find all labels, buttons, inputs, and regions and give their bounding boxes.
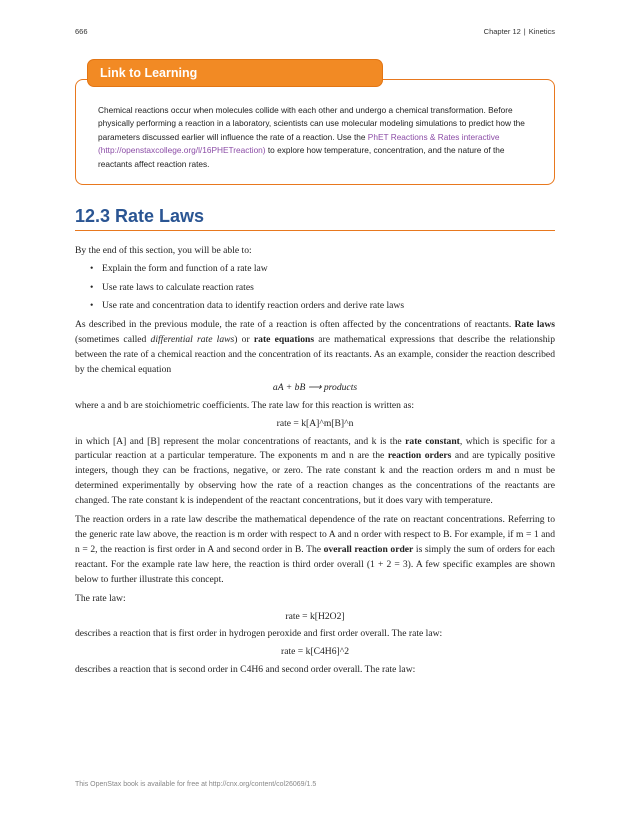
ltl-text-after: to explore how temperature, concentration, and the nature of the reactants affect reaction rates. bbox=[98, 145, 505, 169]
text: describes a reaction that is second order in bbox=[75, 664, 241, 676]
equation-c4h6-rate-law: rate = k[C4H6]^2 bbox=[281, 646, 349, 658]
ltl-text-before: Chemical reactions occur when molecules collide with each other and undergo a chemical transformation. Before physically performing a reaction in a laboratory, scientists can use molecular modeling simulations to predict how the parameters discussed earlier will influence the rate of a reaction. Use the bbox=[98, 105, 525, 142]
term-reaction-orders: reaction orders bbox=[387, 450, 452, 462]
objective-item: • Explain the form and function of a rate law bbox=[102, 262, 555, 277]
link-to-learning-text bbox=[98, 104, 538, 171]
paragraph-reaction-orders bbox=[75, 513, 555, 588]
section-title: 12.3 Rate Laws bbox=[75, 206, 555, 231]
equation-h2o2-rate-law: rate = k[H2O2] bbox=[285, 610, 345, 622]
text: (sometimes called bbox=[75, 334, 151, 346]
term-rate-constant: rate constant bbox=[405, 435, 460, 447]
objectives-intro: By the end of this section, you will be able to: bbox=[75, 245, 252, 256]
link-to-learning-title: Link to Learning bbox=[100, 66, 198, 80]
paragraph-stoichiometric: where a and b are stoichiometric coefficients. The rate law for this reaction is written as: bbox=[75, 399, 415, 411]
text: The reaction orders in a rate law describe the mathematical dependence of the rate on reactant concentrations. Referring to the generic rate law above, the reaction is m order with respect to A and n order with respect to B. For example, if m = 1 and n = 2, the reaction is first order in A and second order in B. The bbox=[75, 514, 555, 555]
text: and are typically positive integers, though they can be fractions, negative, or zero. The rate constant k and the reaction orders m and n must be determined experimentally by observing how the rate of a reaction changes as the concentrations of the reactants are changed. The rate constant k is independent of the reactant concentrations, but it does vary with temperature. bbox=[75, 450, 556, 507]
term-rate-laws: Rate laws bbox=[514, 319, 555, 331]
text: is simply the sum of orders for each reactant. For the example rate law here, the reaction is third order overall (1 + 2 = 3). A few specific examples are shown below to further illustrate this concept. bbox=[75, 543, 555, 585]
page-number: 666 bbox=[75, 27, 88, 36]
formula-c4h6: C4H6 bbox=[240, 664, 264, 676]
paragraph-rate-constant bbox=[75, 435, 555, 510]
link-to-learning-tab bbox=[87, 59, 383, 87]
equation-generic-reaction: aA + bB ⟶ products bbox=[272, 381, 358, 393]
text: and second order overall. The rate law: bbox=[263, 664, 416, 676]
chapter-name: Kinetics bbox=[528, 27, 555, 36]
text: , which is specific for a particular reaction at a particular temperature. The exponents m and n are the bbox=[75, 435, 555, 462]
equation-generic-rate-law: rate = k[A]^m[B]^n bbox=[276, 417, 354, 429]
paragraph-second-order bbox=[75, 663, 555, 678]
paragraph-the-rate-law: The rate law: bbox=[75, 592, 126, 604]
text: As described in the previous module, the rate of a reaction is often affected by the concentrations of reactants. bbox=[75, 319, 512, 331]
term-rate-equations: rate equations bbox=[253, 334, 315, 346]
chapter-label: Chapter 12 bbox=[483, 27, 521, 36]
paragraph-first-order: describes a reaction that is first order in hydrogen peroxide and first order overall. The rate law: bbox=[75, 628, 443, 640]
text: ) or bbox=[234, 334, 254, 346]
section-body bbox=[75, 244, 555, 678]
objective-item: • Use rate and concentration data to identify reaction orders and derive rate laws bbox=[102, 299, 555, 314]
phet-link[interactable]: PhET Reactions & Rates interactive (http://openstaxcollege.org/l/16PHETreaction) bbox=[98, 131, 500, 156]
footer-availability: This OpenStax book is available for free at http://cnx.org/content/col26069/1.5 bbox=[75, 781, 317, 788]
paragraph-rate-laws bbox=[75, 318, 555, 378]
text: in which [A] and [B] represent the molar concentrations of reactants, and k is the bbox=[75, 435, 406, 447]
term-differential-rate-laws: differential rate laws bbox=[150, 334, 235, 346]
objectives-list bbox=[75, 262, 555, 314]
running-header: Chapter 12 | Kinetics bbox=[483, 27, 555, 36]
term-overall-reaction-order: overall reaction order bbox=[323, 543, 414, 555]
objective-item: • Use rate laws to calculate reaction rates bbox=[102, 281, 555, 296]
text: are mathematical expressions that describe the relationship between the rate of a chemical reaction and the concentration of its reactants. As an example, consider the reaction described by the chemical equation bbox=[75, 334, 556, 375]
